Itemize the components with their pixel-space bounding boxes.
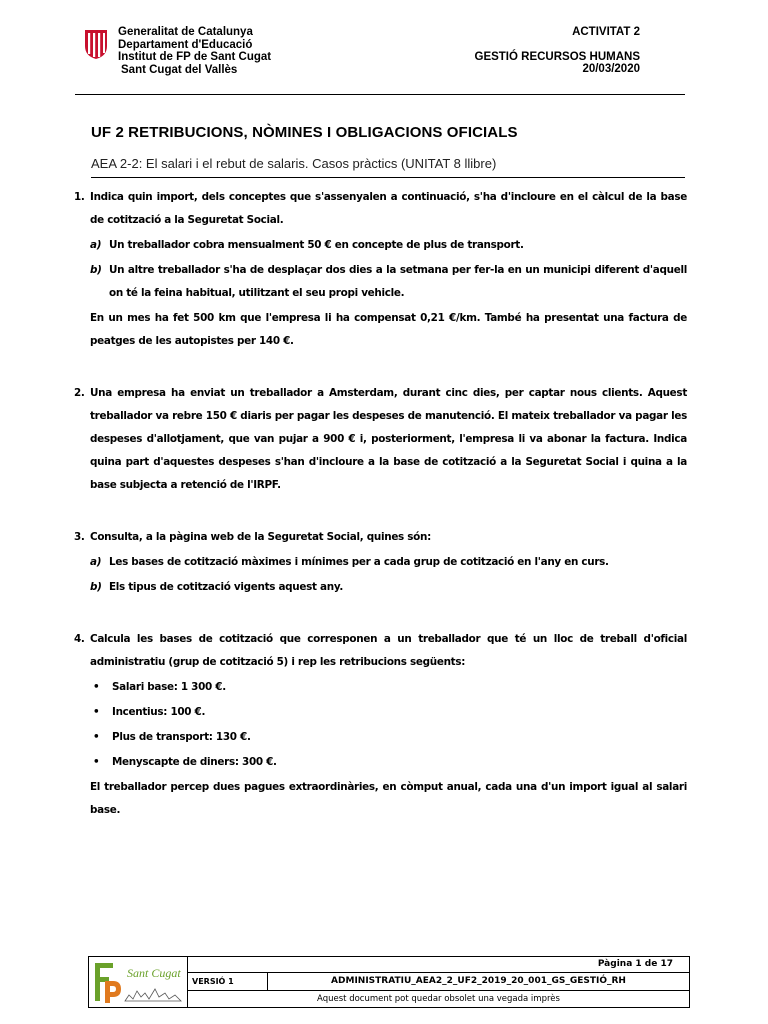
module-label: GESTIÓ RECURSOS HUMANS <box>474 50 640 63</box>
footer-table <box>88 956 690 1008</box>
question-1 <box>74 186 687 232</box>
page-number: Pàgina 1 de 17 <box>597 959 673 969</box>
question-number: 4. <box>74 633 85 645</box>
item-text: Un treballador cobra mensualment 50 € en concepte de plus de transport. <box>109 239 524 251</box>
bullet-text: Menyscapte de diners: 300 €. <box>112 756 277 768</box>
item-label: b) <box>90 264 102 276</box>
item-label: a) <box>90 239 102 251</box>
list-item <box>74 701 687 724</box>
bullet-icon: • <box>93 756 100 768</box>
logo-text: Sant Cugat <box>127 966 181 980</box>
list-item <box>74 726 687 749</box>
question-text: Consulta, a la pàgina web de la Seguretat Social, quines són: <box>90 531 431 543</box>
subtitle-divider <box>91 177 685 178</box>
exercise-list <box>74 186 687 822</box>
item-text: Les bases de cotització màximes i mínimes per a cada grup de cotització en l'any en curs. <box>109 556 609 568</box>
question-text: Una empresa ha enviat un treballador a Amsterdam, durant cinc dies, per captar nous clients. Aquest treballador va rebre 150 € diaris per pagar les despeses de manutenció. El mateix treballador va pagar les despeses d'allotjament, que van pujar a 900 € i, posteriorment, l'empresa li va abonar la factura. Indica quina part d'aquestes despeses s'han d'incloure a la base de cotització a la Seguretat Social i quina a la base subjecta a retenció de l'IRPF. <box>90 387 687 491</box>
item-label: b) <box>90 581 102 593</box>
question-number: 2. <box>74 387 85 399</box>
bullet-text: Incentius: 100 €. <box>112 706 206 718</box>
activity-block <box>475 26 641 76</box>
obsolete-note: Aquest document pot quedar obsolet una vegada imprès <box>188 991 690 1008</box>
page-number-cell <box>188 956 690 973</box>
item-text: Els tipus de cotització vigents aquest any. <box>109 581 343 593</box>
header-divider <box>75 94 685 95</box>
list-item <box>74 676 687 699</box>
question-text: Indica quin import, dels conceptes que s'assenyalen a continuació, s'ha d'incloure en el càlcul de la base de cotització a la Seguretat Social. <box>90 191 687 226</box>
org-line: Generalitat de Catalunya <box>118 26 253 38</box>
question-4 <box>74 628 687 674</box>
bullet-icon: • <box>93 681 100 693</box>
org-line: Sant Cugat del Vallès <box>121 63 238 76</box>
question-3 <box>74 526 687 549</box>
document-code: ADMINISTRATIU_AEA2_2_UF2_2019_20_001_GS_GESTIÓ_RH <box>268 973 690 991</box>
question-text: Calcula les bases de cotització que corresponen a un treballador que té un lloc de treball d'oficial administratiu (grup de cotització 5) i rep les retribucions següents: <box>90 633 687 668</box>
question-number: 3. <box>74 531 85 543</box>
question-1-extra: En un mes ha fet 500 km que l'empresa li ha compensat 0,21 €/km. També ha presentat una factura de peatges de les autopistes per 140 €. <box>90 312 687 347</box>
date-label: 20/03/2020 <box>582 63 640 75</box>
bullet-icon: • <box>93 731 100 743</box>
item-text: Un altre treballador s'ha de desplaçar dos dies a la setmana per fer-la en un municipi diferent d'aquell on té la feina habitual, utilitzant el seu propi vehicle. <box>109 264 687 299</box>
page-title: UF 2 RETRIBUCIONS, NÒMINES I OBLIGACIONS OFICIALS <box>91 124 518 141</box>
question-4-extra: El treballador percep dues pagues extraordinàries, en còmput anual, cada una d'un import igual al salari base. <box>90 781 687 816</box>
question-3-item-a <box>74 551 687 574</box>
fp-sant-cugat-logo-icon <box>89 957 187 1007</box>
question-2 <box>74 382 687 497</box>
activity-label: ACTIVITAT 2 <box>572 26 640 38</box>
bullet-icon: • <box>93 706 100 718</box>
generalitat-logo-icon <box>83 28 109 60</box>
question-3-item-b <box>74 576 687 599</box>
organization-block <box>118 26 271 76</box>
item-label: a) <box>90 556 102 568</box>
org-line: Departament d'Educació <box>118 38 253 51</box>
school-logo <box>88 956 188 1008</box>
page-subtitle: AEA 2-2: El salari i el rebut de salaris. Casos pràctics (UNITAT 8 llibre) <box>91 156 497 171</box>
org-line: Institut de FP de Sant Cugat <box>118 51 272 63</box>
bullet-text: Plus de transport: 130 €. <box>112 731 251 743</box>
question-1-item-a <box>74 234 687 257</box>
question-number: 1. <box>74 191 85 203</box>
question-1-item-b <box>74 259 687 305</box>
list-item <box>74 751 687 774</box>
version-label: VERSIÓ 1 <box>188 973 268 991</box>
bullet-text: Salari base: 1 300 €. <box>112 681 226 693</box>
